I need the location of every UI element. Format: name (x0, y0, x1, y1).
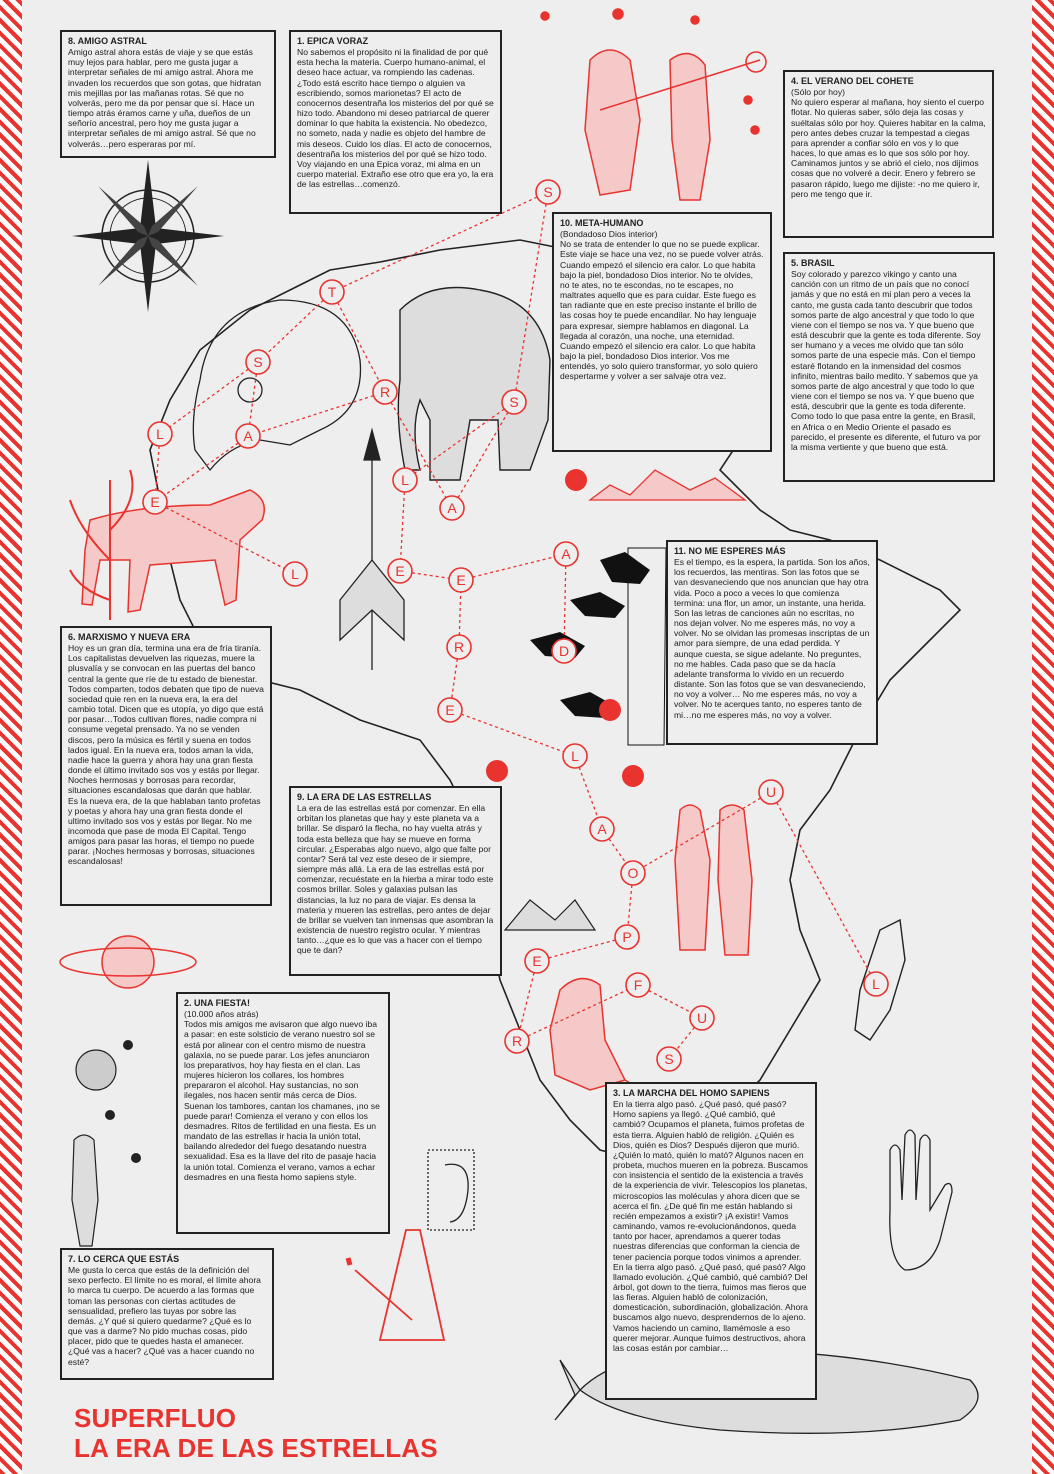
section-title: 1. EPICA VORAZ (297, 36, 369, 46)
section-title: 4. EL VERANO DEL COHETE (791, 76, 914, 86)
letter-circle-char: O (627, 865, 639, 881)
letter-circle-char: U (696, 1010, 708, 1026)
letter-circle (447, 635, 471, 659)
section-title: 6. MARXISMO Y NUEVA ERA (68, 632, 191, 642)
letter-circle (373, 380, 397, 404)
letter-path-connector (771, 792, 876, 984)
section-subtitle: (Bondadoso Dios interior) (560, 229, 658, 240)
letter-circle (536, 180, 560, 204)
letter-circle (236, 424, 260, 448)
section-title: 3. LA MARCHA DEL HOMO SAPIENS (613, 1088, 770, 1098)
section-title: 7. LO CERCA QUE ESTÁS (68, 1254, 180, 1264)
section-text: Hoy es un gran día, termina una era de fría tiranía. Los capitalistas devuelven las riquezas, muere la plusvalía y se convocan en las puertas del banco central la gente que ríe de tu estado de bienestar. Todos comparten, todos debaten que tipo de nueva sociedad quie ren en la nueva era, la era del cambio total. Dicen que es utopía, yo digo que está por pasar…Todos cultivan flores, nadie compra ni consume vegetal prensado. Ya no se venden discos, pero la música es fértil y suena en todos lados igual. En la nueva era, todos aman la vida, nadie hace la guerra y ahora hay una gran fiesta donde el último invitado sos vos y estás por llegar. Noches hermosas y borrosas para recordar, situaciones escandalosas que darán que hablar. Es la nueva era, de la que hablaban tanto profetas y poetas y ahora hay una gran fiesta donde el ultimo invitado sos vos y estás por llegar. No me incomoda que pase de moda El Capital. Tengo amigos para pasar las horas, el tiempo no puede parar. ¡Noches hermosas y borrosas, situaciones escandalosas! (68, 643, 264, 867)
letter-circle (148, 422, 172, 446)
section-subtitle: (Sólo por hoy) (791, 87, 845, 98)
letter-circle-char: R (511, 1033, 523, 1049)
letter-circle-char: T (327, 284, 337, 300)
section-10-box (552, 212, 772, 452)
letter-circle (563, 744, 587, 768)
section-title: 8. AMIGO ASTRAL (68, 36, 147, 46)
section-2-box (176, 992, 390, 1234)
letter-circle-char: R (379, 384, 391, 400)
letter-circle-char: S (253, 354, 263, 370)
letter-path-connector (461, 554, 566, 580)
section-3-box (605, 1082, 817, 1400)
section-text: No quiero esperar al mañana, hoy siento el cuerpo flotar. No quieras saber, sólo deja las cosas y suéltalas sólo por hoy. Quieres habitar en la calma, pero antes debes cruzar la tempestad a ciegas para aprender a confiar sólo en vos y lo que haces, lo que amas es lo que sos sólo por hoy. Caminamos juntos y se abrió el cielo, nos dijimos cosas que no volveré a decir. Enero y febrero se pasaron rápido, luego me dijiste: -no me quiero ir, pero me tengo que ir. (791, 97, 986, 199)
letter-circle (759, 780, 783, 804)
compass-rose (72, 160, 224, 312)
letter-circle-char: S (509, 394, 519, 410)
red-dot-marker (622, 765, 644, 787)
section-text: En la tierra algo pasó. ¿Qué pasó, qué pasó? Homo sapiens ya llegó. ¿Qué cambió, qué cambió? Ocupamos el planeta, fuimos profetas de esta tierra. Alguien habló de religión. ¿Quién es Dios, quién es Dios? Después dijeron que murió. ¿Quién lo mató, quién lo mató? Algunos nacen en probeta, muchos mueren en la pobreza. Buscamos con insistencia el sentido de la existencia a través de la experiencia de vivir. Telescopios los planetas, microscopios las moléculas y ahora dicen que se acerca el fin. ¿De qué fin me están hablando si recién empezamos a existir? ¡A existir! Vamos caminando, vamos re-evolucionándonos, queda tanto por hacer, aprendamos a querer todas nuestras diferencias que conforman la ciencia de tener paciencia porque todos vinimos a aprender. En la tierra algo pasó. ¿Qué pasó, qué pasó? Algo llamado evolución. ¿Qué cambió, qué cambió? Del árbol, got down to the tierra, fuimos mas fieros que las fieras. Alguien habló de colonización, domesticación, subordinación, globalización. Ahora buscamos algo nuevo, desprendernos de lo ajeno. Vamos haciendo un camino, llamémosle a eso querer mejorar. Aunque fuimos destructivos, ahora las cosas están por cambiar… (613, 1099, 808, 1353)
section-text: Soy colorado y parezco vikingo y canto una canción con un ritmo de un país que no conocí jamás y que no está en mi plan pero a veces la canto, me gusta cada tanto descubrir que todos somos parte de algo ancestral y que todo lo que viene con el tiempo se nos va. Y que bueno que está descubrir que la gente es toda diferente. Soy ser humano y a veces me olvido que tan sólo somos parte de una especie más. Con el tiempo estaré flotando en la inmensidad del cosmos infinito, mientras bailo medito. Y sabemos que ya somos parte de algo ancestral y que todo lo que viene con el tiempo se nos va. Y que bueno que está, descubrir que la gente es toda diferente. Como todo lo que pasa entre la gente, en Brasil, en Africa o en Medio Oriente el pasado es parecido, el presente es diferente, el futuro va por la misma vertiente y que bueno que está. (791, 269, 981, 452)
section-text: Me gusta lo cerca que estás de la definición del sexo perfecto. El límite no es moral, el límite ahora lo marca tu cuerpo. De acuerdo a las formas que toman las personas con ciertas actitudes de sensualidad, prefiero las tuyas por sobre las demás. ¿Y qué si quiero quedarme? ¿Qué es lo que vas a darme? No pido muchas cosas, pido placer, pido que te quedes hasta el amanecer. ¿Qué vas a hacer? ¿Qué vas a hacer cuando no esté? (68, 1265, 261, 1367)
section-text: No se trata de entender lo que no se puede explicar. Este viaje se hace una vez, no se puede volver atrás. Cuando empezó el silencio era calor. Lo que habita bajo la piel, bondadoso Dios interior. No te olvides, no te ates, no te escondas, no te escapes, no maltrates aquello que es para cuidar. Este fuego es tan radiante que en este preciso instante el brillo de las cosas hoy te puede encandilar. No hay lenguaje para expresar, siempre hablamos en diagonal. La llegada al corazón, una noche, una eternidad. Cuando empezó el silencio era calor. Lo que habita bajo la piel, bondadoso Dios interior. Vos me entendés, yo solo quiero transformar, yo solo quiero despertarme y volver a ser salvaje otra vez. (560, 239, 764, 382)
mountains-illustration (505, 900, 595, 930)
letter-circle-char: A (243, 428, 253, 444)
letter-circle (143, 490, 167, 514)
letter-circle-char: E (150, 494, 160, 510)
letter-circle (393, 468, 417, 492)
letter-circle-char: F (633, 977, 643, 993)
letter-circle (657, 1047, 681, 1071)
letter-circle (440, 496, 464, 520)
juggler-illustration (72, 1135, 98, 1246)
red-dot-marker (486, 760, 508, 782)
letter-circle (690, 1006, 714, 1030)
section-11-box (666, 540, 878, 745)
letter-path-connector (332, 292, 385, 392)
letter-circle (283, 562, 307, 586)
red-dot-marker (599, 699, 621, 721)
letter-circle-char: S (664, 1051, 674, 1067)
red-mountains-illustration (590, 470, 745, 500)
section-title: 11. NO ME ESPERES MÁS (674, 546, 786, 556)
letter-circle-char: S (543, 184, 553, 200)
section-7-box (60, 1248, 274, 1380)
section-text: No sabemos el propósito ni la finalidad de por qué esta hecha la materia. Cuerpo humano-animal, el deseo hace actuar, va rompiendo las cadenas. ¿Todo está escrito hace tiempo o alguien va escribiendo, somos marionetas? El acto de conocernos desentraña los misterios del por qué se hizo todo. Abandono mi deseo patriarcal de querer dominar lo que habita la existencia. No obedezco, no someto, nada y nadie es objeto del hambre de mis deseos. Cuido los días. El acto de conocernos, desentraña los misterios del por qué se hizo todo. Voy viajando en una Epica voraz, mi alma en un cuerpo material. Extraño ese otro que era yo, la era de las estrellas…comenzó. (297, 47, 494, 190)
letter-circle (525, 949, 549, 973)
section-6-box (60, 626, 272, 906)
section-9-box (289, 786, 502, 976)
letter-circle (320, 280, 344, 304)
letter-circle (615, 925, 639, 949)
section-text: Todos mis amigos me avisaron que algo nuevo iba a pasar: en este solsticio de verano nuestro sol se está por alinear con el centro mismo de nuestra galaxia, no se puede parar. Los jefes anunciaron los preparativos, hoy hay fiesta en el clan. Las mujeres hicieron los collares, los hombres prepararon el alcohol. Hay sustancias, no son ilegales, nos hacen sentir más cerca de Dios. Suenan los tambores, cantan los chamanes, ¡no se puede parar! Comienza el verano y con ellos los desmadres. Ritos de fertilidad en una fiesta. Es un mandato de las estrellas ir hacia la unión total, bailando alrededor del fuego desatando nuestra sexualidad. Esa es la llave del rito de pasaje hacia la unión total. Comienza el verano, vamos a echar desmadres en una fiesta homo sapiens style. (184, 1019, 380, 1182)
letter-circle (388, 559, 412, 583)
section-8-box (60, 30, 276, 158)
letter-circle-char: L (401, 472, 409, 488)
arrow-illustration (340, 430, 404, 670)
letter-circle-char: U (765, 784, 777, 800)
letter-circle (502, 390, 526, 414)
section-4-box (783, 70, 994, 238)
letter-path-connector (400, 480, 405, 571)
letter-path-connector (537, 937, 627, 961)
musicians-illustration (541, 9, 766, 200)
section-5-box (783, 252, 995, 482)
section-title: 5. BRASIL (791, 258, 835, 268)
section-1-box (289, 30, 502, 214)
letter-circle-char: E (532, 953, 542, 969)
letter-circle-char: D (558, 643, 570, 659)
section-subtitle: (10.000 años atrás) (184, 1009, 259, 1020)
letter-circle-char: L (156, 426, 164, 442)
letter-circle-char: E (445, 702, 455, 718)
section-text: Es el tiempo, es la espera, la partida. Son los años, los recuerdos, las mentiras. Son las fotos que se van desvaneciendo que nos anuncian que hay otra vida. Poco a poco a veces lo que comienza termina: una flor, un amor, un instante, una herida. Son las letras de canciones aún no escritas, no nos dejan volver. No me esperes más, no voy a volver. No se olvidan las promesas inscriptas de un amor para siempre, de una edad perdida. Y aunque cuesta, se sigue adelante. No preguntes, no me hables. Cada paso que se da hacía adelante transforma lo vivido en un recuerdo distante. Son las fotos que se van desvaneciendo, no voy a volver… No me esperes más, no voy a volver. No te acerques tanto, no esperes tanto de mi…no me esperes más, no voy a volver. (674, 557, 870, 720)
letter-circle (552, 639, 576, 663)
poster-title-line-2: LA ERA DE LAS ESTRELLAS (74, 1433, 438, 1463)
letter-circle-char: A (597, 821, 607, 837)
letter-circle (246, 350, 270, 374)
letter-path-connector (450, 710, 575, 756)
poster-title-line-1: SUPERFLUO (74, 1403, 237, 1433)
section-title: 9. LA ERA DE LAS ESTRELLAS (297, 792, 432, 802)
letter-circle-char: L (571, 748, 579, 764)
letter-circle (505, 1029, 529, 1053)
letter-circle (590, 817, 614, 841)
section-text: Amigo astral ahora estás de viaje y se que estás muy lejos para hablar, pero me gusta jugar a interpretar señales de mi amigo astral. Ahora me invaden los recuerdos que son gotas, que hidratan mis mejillas por las mañanas rotas. Sé que no volverás, pero me da por pensar que sí. Hace un tiempo atrás éramos carne y uña, dueños de un señorío ancestral, pero hoy me gusta jugar a interpretar señales de mi amigo astral. Sé que no volverás…pero esperaras por mí. (68, 47, 262, 149)
red-dot-marker (565, 469, 587, 491)
letter-circle (438, 698, 462, 722)
letter-path-connector (248, 392, 385, 436)
skull-illustration (193, 300, 360, 470)
letter-circle-char: E (395, 563, 405, 579)
hand-illustration (890, 1130, 952, 1270)
letter-circle (864, 972, 888, 996)
letter-circle-char: R (453, 639, 465, 655)
cave-painting-illustration (530, 548, 666, 745)
letter-circle-char: A (447, 500, 457, 516)
letter-circle-char: L (872, 976, 880, 992)
letter-circle-char: A (561, 546, 571, 562)
section-text: La era de las estrellas está por comenzar. En ella orbitan los planetas que hay y este planeta va a brillar. Se disparó la flecha, no hay vuelta atrás y toda esta belleza que hay se mueve en forma circular. ¿Esperabas algo nuevo, algo que falte por contar? Será tal vez este deseo de ir siempre, siempre más allá. La era de las estrellas está por comenzar, recuéstate en la hierba a mirar todo este cosmos brillar. Soles y galaxias pulsan las distancias, la luz no para de viajar. Es densa la materia y mueren las estrellas, pero antes de dejar de brillar se vuelven tan inmensas que asombran la existencia de nuestro registro ocular. Y mientras tanto…¿que es lo que vas a hacer con el tiempo que te dan? (297, 803, 494, 956)
letter-circle (554, 542, 578, 566)
couple-illustration (675, 805, 752, 955)
letter-circle-char: L (291, 566, 299, 582)
letter-path-connector (160, 362, 258, 434)
section-title: 2. UNA FIESTA! (184, 998, 251, 1008)
letter-circle (626, 973, 650, 997)
metronome-illustration (348, 1230, 444, 1340)
letter-path-connector (155, 436, 248, 502)
ear-illustration (428, 1150, 474, 1230)
letter-circle (449, 568, 473, 592)
letter-circle-char: E (456, 572, 466, 588)
letter-circle (621, 861, 645, 885)
section-title: 10. META-HUMANO (560, 218, 644, 228)
letter-circle-char: P (622, 929, 632, 945)
saturn-illustration (60, 936, 196, 988)
